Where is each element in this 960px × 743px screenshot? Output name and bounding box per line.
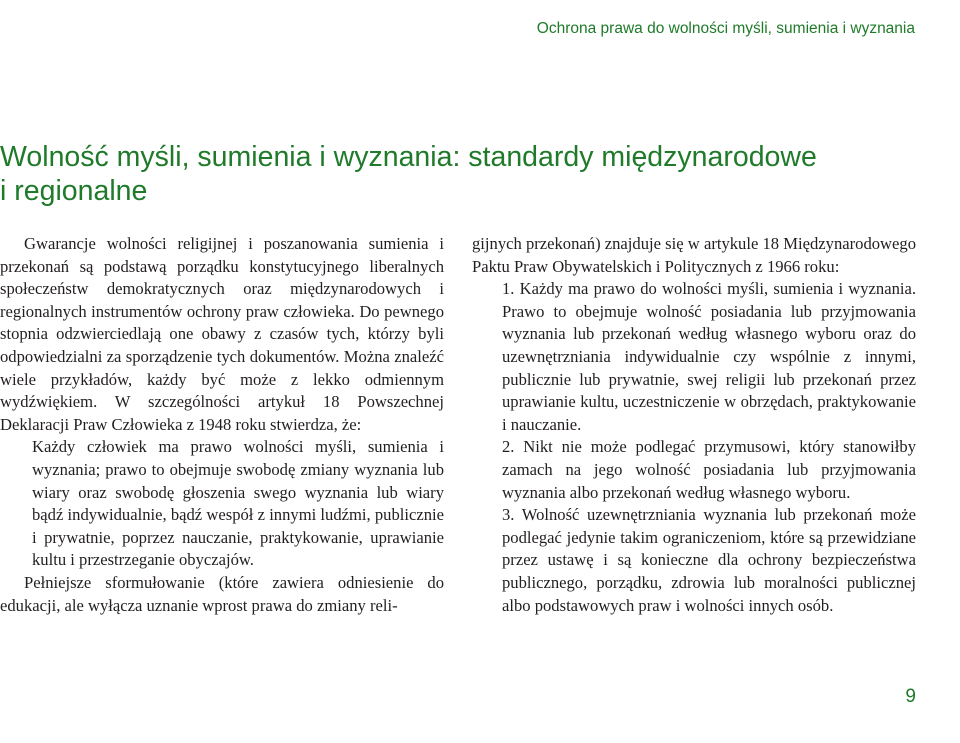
- page-number: 9: [905, 686, 916, 707]
- article-item-1: [472, 278, 916, 436]
- left-column: [0, 233, 444, 617]
- page-title: [0, 140, 900, 208]
- udhr-quote: [0, 436, 444, 572]
- article-item-2-text: 2. Nikt nie może podlegać przymusowi, który stanowiłby zamach na jego wolność posiadania lub przyjmowania wyznania albo przekonań według własnego wyboru.: [502, 437, 916, 502]
- article-item-3-text: 3. Wolność uzewnętrzniania wyznania lub przekonań może podlegać jedynie takim ograniczeniom, które są przewidziane przez ustawę i są konieczne dla ochrony bezpieczeństwa publicznego, porządku, zdrowia lub moralności publicznej albo podstawowych praw i wolności innych osób.: [502, 505, 916, 615]
- right-column: [472, 233, 916, 617]
- continuation-paragraph: gijnych przekonań) znajduje się w artykule 18 Międzynarodowego Paktu Praw Obywatelskich i Politycznych z 1966 roku:: [472, 234, 916, 276]
- article-item-3: [472, 504, 916, 617]
- article-item-1-text: 1. Każdy ma prawo do wolności myśli, sumienia i wyznania. Prawo to obejmuje wolność posiadania lub przyjmowania wyznania lub przekonań według własnego wyboru oraz do uzewnętrzniania indywidualnie czy wspólnie z innymi, publicznie lub prywatnie, swej religii lub przekonań przez uprawianie kultu, uczestniczenie w obrzędach, praktykowanie i nauczanie.: [502, 279, 916, 434]
- article-item-2: [472, 436, 916, 504]
- follow-up-paragraph: Pełniejsze sformułowanie (które zawiera odniesienie do edukacji, ale wyłącza uznanie wprost prawa do zmiany reli-: [0, 572, 444, 615]
- intro-paragraph: Gwarancje wolności religijnej i poszanowania sumienia i przekonań są podstawą porządku konstytucyjnego liberalnych społeczeństw demokratycznych oraz międzynarodowych i regionalnych instrumentów ochrony praw człowieka. Do pewnego stopnia odzwierciedlają one obawy z czasów tych, którzy byli odpowiedzialni za sporządzenie tych dokumentów. Można znaleźć wiele przykładów, każdy być może z lekko odmiennym wydźwiękiem. W szczególności artykuł 18 Powszechnej Deklaracji Praw Człowieka z 1948 roku stwierdza, że:: [0, 234, 444, 434]
- page-title-line-1: Wolność myśli, sumienia i wyznania: standardy międzynarodowe: [0, 141, 817, 173]
- page-header: [0, 0, 960, 62]
- page-title-line-2: i regionalne: [0, 175, 148, 207]
- running-title: Ochrona prawa do wolności myśli, sumienia i wyznania: [536, 20, 915, 37]
- udhr-quote-text: Każdy człowiek ma prawo wolności myśli, sumienia i wyznania; prawo to obejmuje swobodę zmiany wyznania lub wiary oraz swobodę głoszenia swego wyznania lub wiary bądź indywidualnie, bądź wespół z innymi ludźmi, publicznie i prywatnie, poprzez nauczanie, praktykowanie, uprawianie kultu i przestrzeganie obyczajów.: [32, 437, 444, 570]
